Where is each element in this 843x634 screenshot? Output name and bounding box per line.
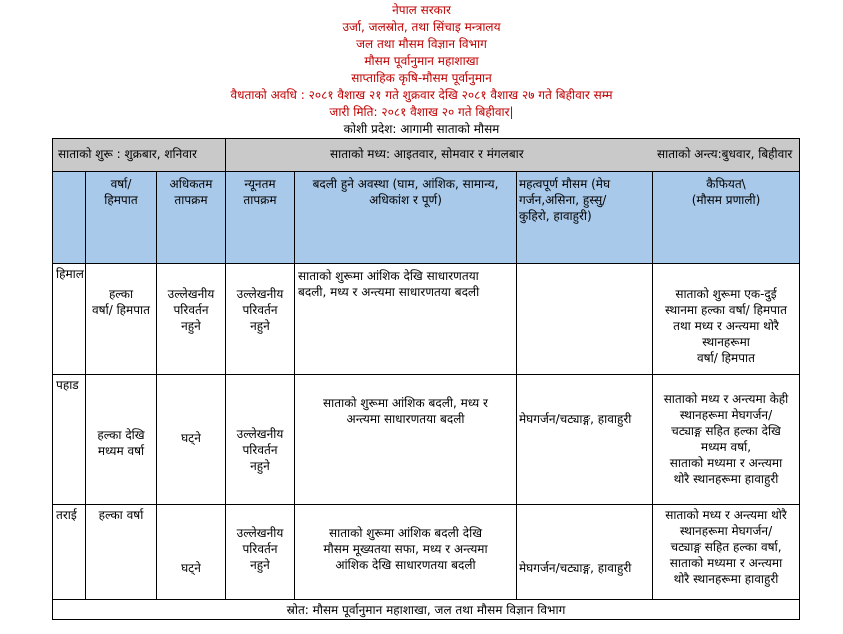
region-himal: हिमाल <box>56 267 84 281</box>
divider <box>52 504 800 505</box>
pahad-rain: हल्का देखि मध्यम वर्षा <box>97 428 145 458</box>
divider <box>52 263 800 264</box>
header-issue-date: जारी मिति: २०८१ वैशाख २० गते बिहीवार| <box>329 105 514 119</box>
header-province: कोशी प्रदेश: आगामी साताको मौसम <box>343 122 500 136</box>
terai-remarks: साताको मध्य र अन्त्यमा थोरै स्थानहरूमा मेघगर्जन/ चट्याङ्ग सहित हल्का वर्षा, साताको मध्यमा र अन्त्यमा थोरै स्थानहरूमा हावाहुरी <box>665 508 787 586</box>
pahad-cloud: साताको शुरूमा आंशिक बदली, मध्य र अन्त्यमा साधारणतया बदली <box>323 396 488 426</box>
divider <box>156 171 157 599</box>
pahad-min-temp: उल्लेखनीय परिवर्तन नहुने <box>236 427 284 473</box>
col-head-remarks: कैफियत\ (मौसम प्रणाली) <box>691 177 761 207</box>
col-head-max-temp: अधिकतम तापक्रम <box>169 177 213 207</box>
pahad-weather: मेघगर्जन/चट्याङ्ग, हावाहुरी <box>519 412 632 426</box>
week-start: साताको शुरू : शुक्रबार, शनिवार <box>58 147 197 161</box>
himal-remarks: साताको शुरूमा एक-दुई स्थानमा हल्का वर्षा/ हिमपात तथा मध्य र अन्त्यमा थोरै स्थानहरूमा वर्षा/ हिमपात <box>665 287 787 365</box>
header-govt: नेपाल सरकार <box>392 3 451 17</box>
col-head-cloud: बदली हुने अवस्था (घाम, आंशिक, सामान्य, अधिकांश र पूर्ण) <box>312 177 499 207</box>
terai-min-temp: उल्लेखनीय परिवर्तन नहुने <box>236 526 284 572</box>
divider <box>225 138 226 171</box>
divider <box>85 171 86 599</box>
divider <box>516 171 517 599</box>
col-head-weather: महत्वपूर्ण मौसम (मेघ गर्जन,असिना, हुस्सु/ कुहिरो, हावाहुरी) <box>519 177 611 223</box>
header-department: जल तथा मौसम विज्ञान विभाग <box>356 37 487 51</box>
pahad-remarks: साताको मध्य र अन्त्यमा केही स्थानहरूमा मेघगर्जन/ चट्याङ्ग सहित हल्का देखि मध्यम वर्षा, साताको मध्यमा र अन्त्यमा थोरै स्थानहरूमा हावाहुरी <box>663 392 789 486</box>
week-middle: साताको मध्य: आइतवार, सोमवार र मंगलबार <box>330 147 524 161</box>
region-terai: तराई <box>56 508 77 522</box>
col-head-min-temp: न्यूनतम तापक्रम <box>243 177 277 207</box>
divider <box>52 599 800 600</box>
header-ministry: उर्जा, जलस्रोत, तथा सिंचाइ मन्त्रालय <box>342 20 501 34</box>
terai-max-temp: घट्ने <box>181 561 201 575</box>
terai-cloud: साताको शुरूमा आंशिक बदली देखि मौसम मूख्यतया सफा, मध्य र अन्त्यमा आंशिक देखि साधारणतया बदली <box>323 526 488 572</box>
header-division: मौसम पूर्वानुमान महाशाखा <box>364 54 479 68</box>
himal-min-temp: उल्लेखनीय परिवर्तन नहुने <box>236 287 284 333</box>
pahad-max-temp: घट्ने <box>181 431 201 445</box>
header-title: साप्ताहिक कृषि-मौसम पूर्वानुमान <box>351 71 492 85</box>
himal-max-temp: उल्लेखनीय परिवर्तन नहुने <box>167 287 215 333</box>
source-footer: स्रोत: मौसम पूर्वानुमान महाशाखा, जल तथा मौसम विज्ञान विभाग <box>286 603 566 617</box>
himal-cloud: साताको शुरूमा आंशिक देखि साधारणतया बदली, मध्य र अन्त्यमा साधारणतया बदली <box>298 269 480 299</box>
terai-weather: मेघगर्जन/चट्याङ्ग, हावाहुरी <box>519 561 632 575</box>
divider <box>52 171 800 172</box>
himal-rain: हल्का वर्षा/ हिमपात <box>92 287 150 317</box>
header-validity: वैधताको अवधि : २०८१ वैशाख २१ गते शुक्रवार देखि २०८१ वैशाख २७ गते बिहीवार सम्म <box>230 88 613 102</box>
week-end: साताको अन्त्य:बुधवार, बिहीवार <box>657 147 793 161</box>
col-head-rain: वर्षा/ हिमपात <box>104 177 138 207</box>
divider <box>52 374 800 375</box>
region-pahad: पहाड <box>56 378 79 392</box>
terai-rain: हल्का वर्षा <box>98 508 144 522</box>
